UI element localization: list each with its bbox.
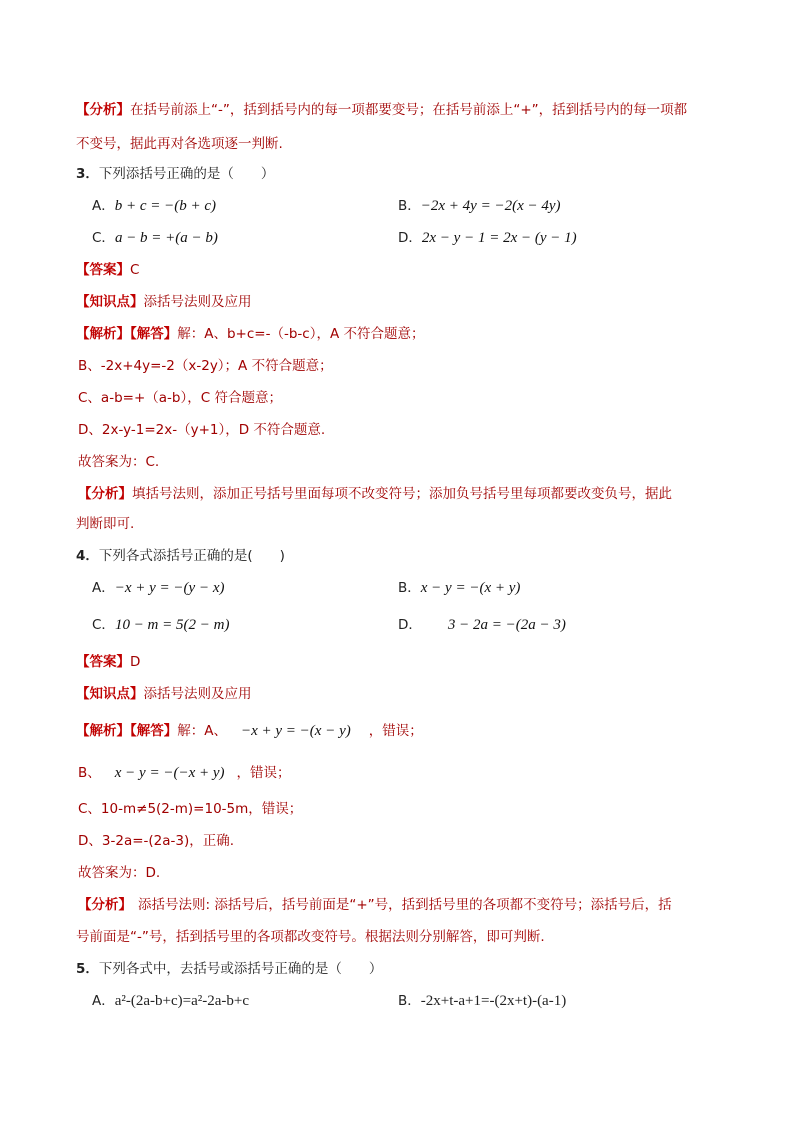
option-expr: 3 − 2a = −(2a − 3) (447, 617, 566, 633)
q4-stem-text: 下列各式添括号正确的是( ) (98, 548, 285, 564)
top-analysis-line1 (76, 100, 687, 120)
q3-number: 3． (76, 166, 99, 182)
q3-explain-head (76, 324, 424, 344)
q3-explain-b: B、-2x+4y=-2（x-2y）；A 不符合题意； (78, 358, 333, 374)
q4-analysis-line1 (78, 895, 672, 915)
analysis-tag: 【分析】 (78, 486, 132, 502)
option-label: C． (92, 230, 115, 246)
option-label: B． (398, 993, 421, 1009)
q4-knowledge (76, 684, 252, 704)
option-label: A． (92, 198, 115, 214)
q3-option-d (398, 228, 577, 248)
explain-b-tail: ，错误； (236, 765, 291, 781)
answer-tag: 【答案】 (76, 262, 130, 278)
knowledge-tag: 【知识点】 (76, 686, 144, 702)
knowledge-tag: 【知识点】 (76, 294, 144, 310)
answer-tag: 【答案】 (76, 654, 130, 670)
option-expr: a − b = +(a − b) (114, 230, 218, 246)
answer-value: C (130, 262, 140, 278)
q5-number: 5． (76, 961, 99, 977)
knowledge-text: 添括号法则及应用 (143, 294, 252, 310)
q4-explain-c: C、10-m≠5(2-m)=10-5m，错误； (78, 801, 303, 817)
q4-answer (76, 652, 140, 672)
option-expr: −x + y = −(y − x) (114, 580, 225, 596)
q4-explain-head (76, 721, 423, 741)
solve-tag: 【解答】 (130, 326, 178, 342)
explain-tag: 【解析】 (76, 326, 130, 342)
solve-tag: 【解答】 (130, 723, 178, 739)
q4-option-c (92, 615, 229, 635)
option-expr: −2x + 4y = −2(x − 4y) (420, 198, 561, 214)
q3-explain-d: D、2x-y-1=2x-（y+1），D 不符合题意. (78, 422, 326, 438)
q5-option-a (92, 991, 249, 1011)
q4-option-b (398, 578, 520, 598)
knowledge-text: 添括号法则及应用 (143, 686, 252, 702)
q5-stem-text: 下列各式中，去括号或添括号正确的是（ ） (98, 961, 383, 977)
q3-option-a (92, 196, 216, 216)
q4-analysis-line2: 号前面是“-”号，括到括号里的各项都改变符号。根据法则分别解答，即可判断. (76, 929, 545, 945)
analysis-text: 添括号法则: 添括号后，括号前面是“+”号，括到括号里的各项都不变符号；添括号后，括 (138, 897, 672, 913)
q3-analysis-line2: 判断即可. (76, 516, 135, 532)
option-label: D． (398, 230, 422, 246)
explain-text: 解：A、 (177, 723, 227, 739)
option-expr: 10 − m = 5(2 − m) (114, 617, 230, 633)
q5-stem (76, 959, 382, 979)
top-analysis-line2: 不变号，据此再对各选项逐一判断. (76, 136, 283, 152)
analysis-tag: 【分析】 (76, 102, 130, 118)
q3-stem (76, 164, 274, 184)
q3-explain-c: C、a-b=+（a-b），C 符合题意； (78, 390, 282, 406)
option-label: A． (92, 580, 115, 596)
analysis-text: 在括号前添上“-”，括到括号内的每一项都要变号；在括号前添上“+”，括到括号内的每一项都 (130, 102, 688, 118)
q3-analysis-line1 (78, 484, 672, 504)
q3-answer (76, 260, 139, 280)
option-label: C． (92, 617, 115, 633)
q3-knowledge (76, 292, 252, 312)
explain-a-expr: −x + y = −(x − y) (241, 723, 351, 739)
explain-a-tail: ，错误； (368, 723, 423, 739)
option-expr: b + c = −(b + c) (114, 198, 217, 214)
q4-option-a (92, 578, 224, 598)
option-expr: -2x+t-a+1=-(2x+t)-(a-1) (420, 993, 567, 1009)
option-label: B． (398, 198, 421, 214)
explain-tag: 【解析】 (76, 723, 130, 739)
answer-value: D (130, 654, 141, 670)
q4-explain-b (78, 763, 291, 783)
option-label: B． (398, 580, 421, 596)
option-expr: 2x − y − 1 = 2x − (y − 1) (421, 230, 577, 246)
q3-conclusion: 故答案为：C. (78, 454, 160, 470)
q3-option-b (398, 196, 561, 216)
q5-option-b (398, 991, 566, 1011)
option-expr: a²-(2a-b+c)=a²-2a-b+c (114, 993, 250, 1009)
q3-stem-text: 下列添括号正确的是（ ） (98, 166, 275, 182)
explain-b-expr: x − y = −(−x + y) (114, 765, 225, 781)
option-label: D． (398, 617, 422, 633)
q4-conclusion: 故答案为：D. (78, 865, 161, 881)
option-expr: x − y = −(x + y) (420, 580, 521, 596)
q4-stem (76, 546, 285, 566)
q4-option-d (398, 615, 566, 635)
option-label: A． (92, 993, 115, 1009)
q4-explain-d: D、3-2a=-(2a-3)，正确. (78, 833, 235, 849)
analysis-tag: 【分析】 (78, 897, 132, 913)
q3-option-c (92, 228, 218, 248)
q4-number: 4． (76, 548, 99, 564)
analysis-text: 填括号法则，添加正号括号里面每项不改变符号；添加负号括号里每项都要改变负号，据此 (132, 486, 672, 502)
explain-text: 解：A、b+c=-（-b-c），A 不符合题意； (177, 326, 425, 342)
explain-b-head: B、 (78, 765, 101, 781)
